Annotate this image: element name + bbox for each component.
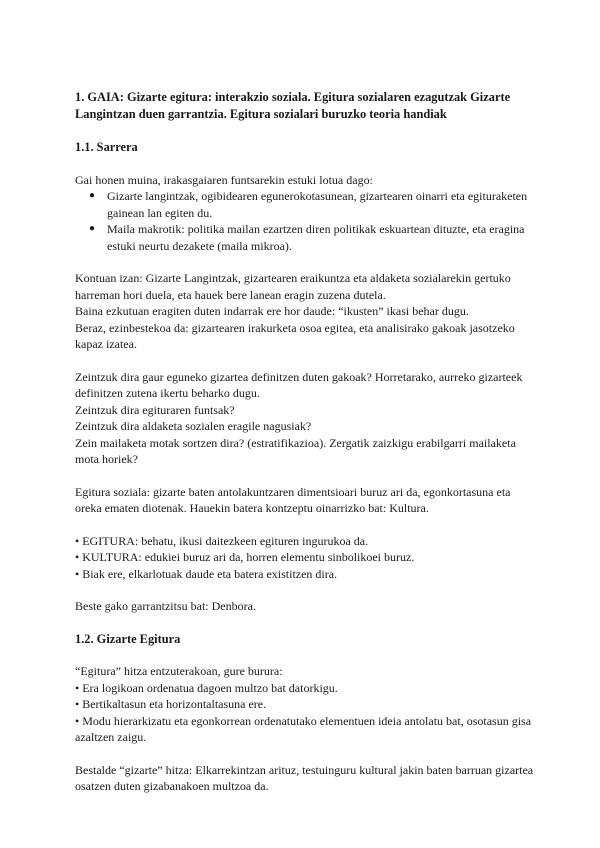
bullet-list [75,188,535,254]
definition-item: • Biak ere, elkarlotuak daude eta batera existitzen dira. [75,566,338,581]
definition-item: • KULTURA: edukiei buruz ari da, horren elementu sinbolikoei buruz. [75,550,415,564]
point-item: • Era logikoan ordenatua dagoen multzo bat datorkigu. [75,680,338,695]
question: Zeintzuk dira aldaketa sozialen eragile nagusiak? [75,419,312,433]
intro-paragraph: “Egitura” hitza entzuterakoan, gure burura: [75,664,283,678]
question: Zeintzuk dira egituraren funtsak? [75,402,235,417]
page-title: 1. GAIA: Gizarte egitura: interakzio soziala. Egitura sozialaren ezagutzak Gizarte Langintzan duen garrantzia. Egitura sozialari buruzko teoria handiak [75,90,511,121]
list-item [89,188,535,221]
list-item [89,221,535,254]
definition-paragraph: Egitura soziala: gizarte baten antolakuntzaren dimentsioari buruz ari da, egonkortasuna eta oreka ematen diotenak. Hauekin batera kontzeptu oinarrizko bat: Kultura. [75,484,511,515]
bullet-marker: • [75,533,80,548]
bullet-marker: • [75,680,80,695]
key-paragraph: Beste gako garrantzitsu bat: Denbora. [75,599,256,613]
bullet-marker: • [75,566,80,581]
bullet-marker: • [75,697,80,711]
point-item: • Bertikaltasun eta horizontaltasuna ere. [75,697,267,711]
list-item-text: Maila makrotik: politika mailan ezartzen diren politikak eskuartean dituzte, eta eragina estuki neurtu dezakete (maila mikroa). [107,222,525,253]
list-item-text: Gizarte langintzak, ogibidearen egunerokotasunean, gizartearen oinarri eta egituraketen gainean lan egiten du. [107,189,528,220]
bullet-marker: • [75,713,80,728]
definition-item: • EGITURA: behatu, ikusi daitezkeen egituren ingurukoa da. [75,533,369,548]
bullet-marker: ● [89,190,96,201]
question: Zein mailaketa motak sortzen dira? (estratifikazioa). Zergatik zaizkigu erabilgarri mailaketa mota horiek? [75,435,516,466]
intro-paragraph: Gai honen muina, irakasgaiaren funtsarekin estuki lotua dago: [75,172,373,187]
paragraph: Baina ezkutuan eragiten duten indarrak ere hor daude: “ikusten” ikasi behar dugu. [75,304,469,318]
section-heading-sarrera: 1.1. Sarrera [75,140,138,154]
paragraph: Kontuan izan: Gizarte Langintzak, gizartearen eraikuntza eta aldaketa sozialarekin gertuko harreman hori duela, eta hauek bere lanean eragin zuzena dutela. [75,271,511,302]
bullet-marker: ● [89,223,96,234]
closing-paragraph: Bestalde “gizarte” hitza: Elkarrekintzan arituz, testuinguru kultural jakin baten barruan gizartea osatzen duten gizabanakoen multzoa da. [75,762,534,793]
point-item: • Modu hierarkizatu eta egonkorrean ordenatutako elementuen ideia antolatu bat, osotasun gisa azaltzen zaigu. [75,713,532,744]
paragraph: Beraz, ezinbestekoa da: gizartearen irakurketa osoa egitea, eta analisirako gakoak jasotzeko kapaz izatea. [75,320,515,351]
document-body [75,89,535,795]
question: Zeintzuk dira gaur eguneko gizartea definitzen duten gakoak? Horretarako, aurreko gizarteek definitzen zutena ikertu beharko dugu. [75,369,523,400]
bullet-marker: • [75,550,80,564]
section-heading-gizarte-egitura: 1.2. Gizarte Egitura [75,631,181,646]
